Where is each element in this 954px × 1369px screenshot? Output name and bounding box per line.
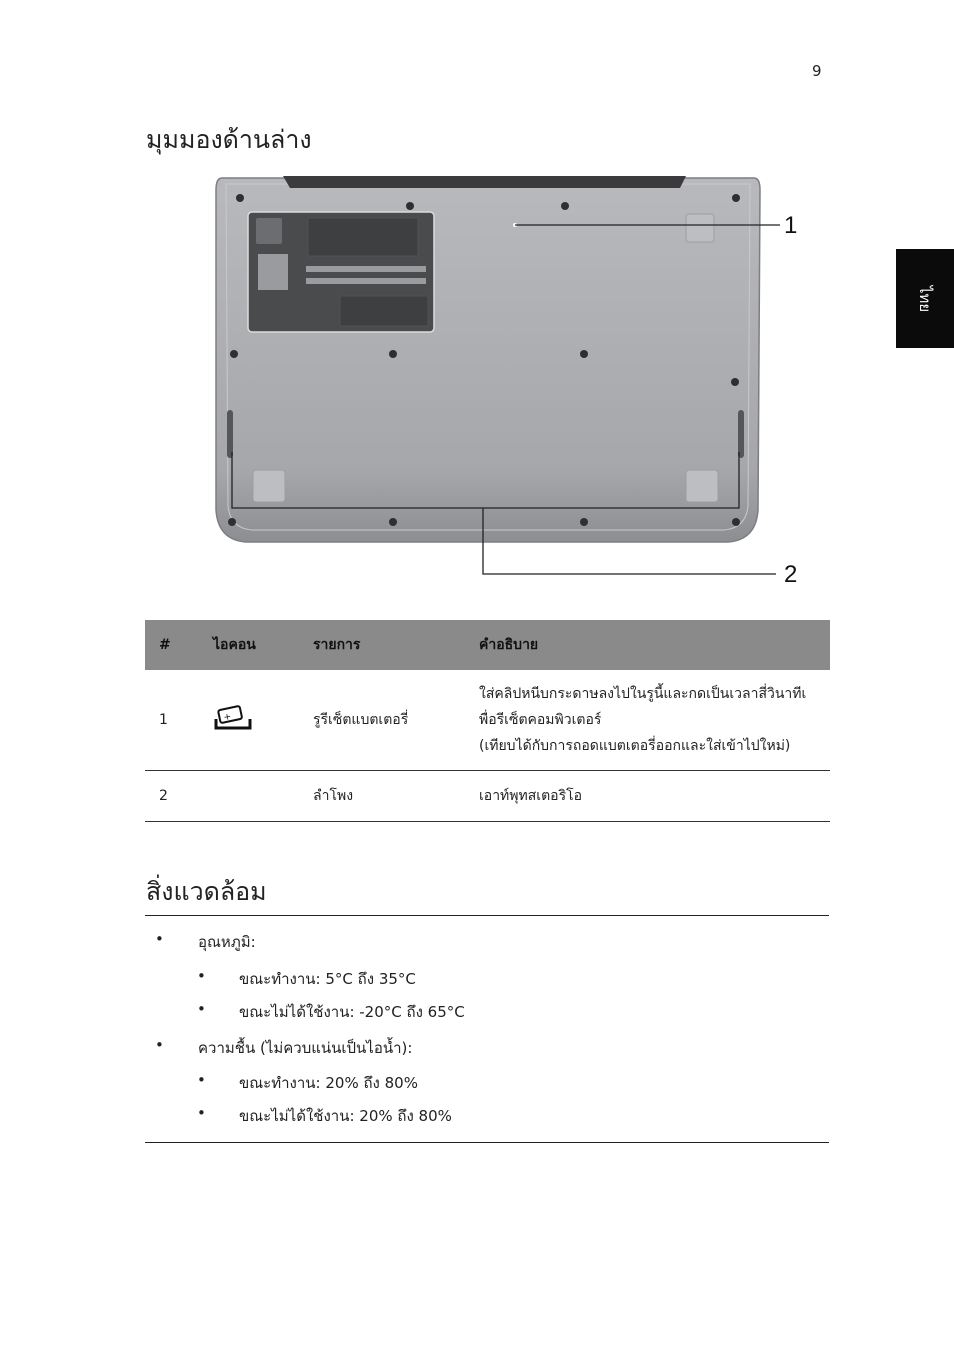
language-tab-label: ไทย: [916, 285, 934, 312]
header-item: รายการ: [299, 620, 465, 670]
description-line: (เทียบได้กับการถอดแบตเตอรี่ออกและใส่เข้าไปใหม่): [479, 738, 791, 754]
humidity-non-operating: ขณะไม่ได้ใช้งาน: 20% ถึง 80%: [239, 1107, 452, 1125]
bullet-icon: •: [197, 1000, 206, 1018]
language-tab: [896, 249, 954, 348]
humidity-label: ความชื้น (ไม่ควบแน่นเป็นไอน้ำ):: [198, 1039, 413, 1057]
temperature-non-operating: ขณะไม่ได้ใช้งาน: -20°C ถึง 65°C: [239, 1003, 465, 1021]
header-icon: ไอคอน: [199, 620, 299, 670]
row-description: [465, 670, 830, 771]
bullet-icon: •: [197, 967, 206, 985]
bullet-icon: •: [197, 1071, 206, 1089]
svg-text:+: +: [222, 711, 233, 724]
bottom-view-title: มุมมองด้านล่าง: [146, 125, 312, 154]
section-divider: [145, 1142, 829, 1143]
row-icon-empty: [199, 771, 299, 822]
callout-2: 2: [784, 561, 798, 588]
humidity-operating: ขณะทำงาน: 20% ถึง 80%: [239, 1074, 418, 1092]
row-number: 1: [145, 670, 199, 771]
bullet-icon: •: [155, 1036, 164, 1054]
table-row: [145, 771, 830, 822]
row-item: รูรีเซ็ตแบตเตอรี่: [299, 670, 465, 771]
header-number: #: [145, 620, 199, 670]
row-description: [465, 771, 830, 822]
environment-title: สิ่งแวดล้อม: [146, 877, 267, 906]
bullet-icon: •: [197, 1104, 206, 1122]
temperature-operating: ขณะทำงาน: 5°C ถึง 35°C: [239, 970, 416, 988]
row-item: ลำโพง: [299, 771, 465, 822]
bullet-icon: •: [155, 930, 164, 948]
section-divider: [145, 915, 829, 916]
description-line: ใส่คลิปหนีบกระดาษลงไปในรูนี้และกดเป็นเวลาสี่วินาทีเ: [479, 686, 807, 702]
battery-reset-icon: [199, 670, 299, 771]
header-description: คำอธิบาย: [465, 620, 830, 670]
feature-table: [145, 620, 830, 822]
description-line: เอาท์พุทสเตอริโอ: [479, 788, 583, 804]
laptop-body: [216, 176, 760, 542]
temperature-label: อุณหภูมิ:: [198, 933, 256, 951]
row-number: 2: [145, 771, 199, 822]
table-row: [145, 670, 830, 771]
laptop-bottom-view-figure: [208, 170, 812, 590]
page-number: 9: [812, 62, 822, 80]
description-line: พื่อรีเซ็ตคอมพิวเตอร์: [479, 712, 602, 728]
table-header-row: [145, 620, 830, 670]
callout-1: 1: [784, 212, 798, 239]
